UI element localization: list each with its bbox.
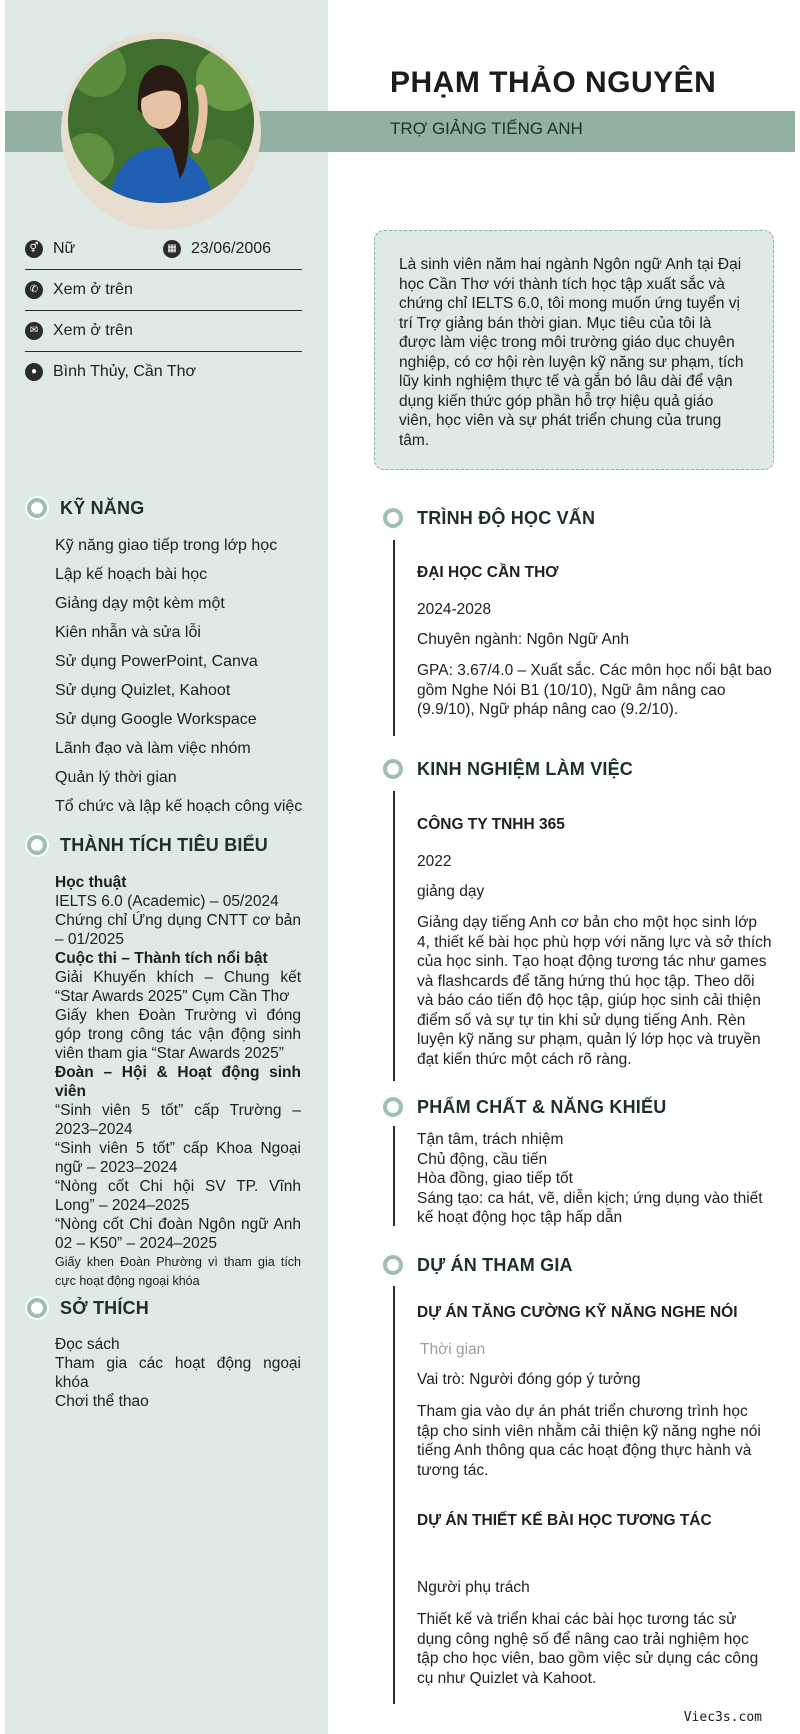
- education-title: TRÌNH ĐỘ HỌC VẤN: [417, 508, 596, 528]
- list-item: Kiên nhẫn và sửa lỗi: [55, 624, 201, 641]
- list-item: Tham gia các hoạt động ngoại khóa: [55, 1355, 301, 1391]
- hobbies-list: [55, 1335, 301, 1411]
- timeline-line: [393, 791, 395, 1081]
- divider: [25, 351, 302, 352]
- location-pin-icon: ●: [25, 363, 43, 381]
- bell-icon: [381, 1095, 405, 1119]
- list-item: Lập kế hoạch bài học: [55, 566, 208, 583]
- list-item: Tổ chức và lập kế hoạch công việc: [55, 798, 303, 815]
- list-item: Chơi thể thao: [55, 1393, 149, 1410]
- candidate-name: PHẠM THẢO NGUYÊN: [390, 66, 717, 99]
- list-item: Tận tâm, trách nhiệm: [417, 1131, 564, 1148]
- timeline-line: [393, 1126, 395, 1226]
- company-name: CÔNG TY TNHH 365: [417, 816, 565, 833]
- email-row: [25, 322, 133, 340]
- skills-list: [55, 531, 302, 821]
- gender-value: Nữ: [53, 240, 76, 258]
- list-item: Chứng chỉ Ứng dụng CNTT cơ bản – 01/2025: [55, 912, 301, 948]
- school-name: ĐẠI HỌC CẦN THƠ: [417, 564, 559, 581]
- summary-box: [374, 230, 774, 470]
- experience-position: giảng dạy: [417, 883, 485, 900]
- gender-icon: ⚥: [25, 240, 43, 258]
- phone-icon: ✆: [25, 281, 43, 299]
- list-item: Giải Khuyến khích – Chung kết “Star Awards 2025” Cụm Cần Thơ: [55, 969, 301, 1005]
- list-item: “Nòng cốt Chi hội SV TP. Vĩnh Long” – 2024–2025: [55, 1178, 301, 1214]
- heart-icon: [25, 1296, 49, 1320]
- graduation-cap-icon: [381, 506, 405, 530]
- avatar: [68, 39, 254, 203]
- achievement-heading: Đoàn – Hội & Hoạt động sinh viên: [55, 1064, 301, 1100]
- gender-row: [25, 240, 75, 258]
- phone-row: [25, 281, 133, 299]
- phone-value: Xem ở trên: [53, 281, 133, 299]
- list-item: Quản lý thời gian: [55, 769, 177, 786]
- hobbies-title: SỞ THÍCH: [60, 1298, 149, 1318]
- email-value: Xem ở trên: [53, 322, 133, 340]
- sidebar: [5, 0, 328, 1734]
- watermark: Viec3s.com: [683, 1710, 762, 1725]
- list-item: Hòa đồng, giao tiếp tốt: [417, 1170, 573, 1187]
- calendar-icon: ▦: [163, 240, 181, 258]
- summary-text: Là sinh viên năm hai ngành Ngôn ngữ Anh tại Đại học Cần Thơ với thành tích học tập xuất sắc và chứng chỉ IELTS 6.0, tôi mong muốn ứng tuyển vị trí Trợ giảng bán thời gian. Mục tiêu của tôi là được làm việc trong môi trường giáo dục chuyên nghiệp, có cơ hội rèn luyện kỹ năng sư phạm, tích lũy kinh nghiệm thực tế và gắn bó lâu dài để vận dụng kiến thức góp phần hỗ trợ hiệu quả giáo viên, học viên và sự phát triển chung của trung tâm.: [399, 256, 744, 449]
- candidate-role: TRỢ GIẢNG TIẾNG ANH: [390, 119, 583, 138]
- list-item: “Sinh viên 5 tốt” cấp Trường – 2023–2024: [55, 1102, 301, 1138]
- experience-description: Giảng dạy tiếng Anh cơ bản cho một học sinh lớp 4, thiết kế bài học phù hợp với năng lực và sở thích của học sinh. Tạo hoạt động tương tác như games và flashcards để tăng hứng thú học tập. Theo dõi và báo cáo tiến độ học tập, giúp học sinh cải thiện điểm số và sự tự tin khi sử dụng tiếng Anh. Rèn luyện kỹ năng sư phạm, quản lý lớp học và truyền đạt kiến thức một cách rõ ràng.: [417, 914, 772, 1068]
- divider: [25, 310, 302, 311]
- divider: [25, 269, 302, 270]
- list-item: Sáng tạo: ca hát, vẽ, diễn kịch; ứng dụng vào thiết kế hoạt động học tập hấp dẫn: [417, 1189, 763, 1226]
- education-period: 2024-2028: [417, 601, 492, 618]
- project-time: Thời gian: [420, 1341, 486, 1358]
- experience-year: 2022: [417, 853, 452, 870]
- project-role: Vai trò: Người đóng góp ý tưởng: [417, 1371, 641, 1388]
- list-item: Sử dụng Quizlet, Kahoot: [55, 682, 231, 699]
- timeline-line: [393, 1286, 395, 1704]
- timeline-line: [393, 540, 395, 736]
- qualities-list: [417, 1130, 772, 1228]
- education-gpa: GPA: 3.67/4.0 – Xuất sắc. Các môn học nổi bật bao gồm Nghe Nói B1 (10/10), Ngữ âm nâng cao (9.9/10), Ngữ pháp nâng cao (9.2/10).: [417, 662, 772, 718]
- list-item: Lãnh đạo và làm việc nhóm: [55, 740, 251, 757]
- list-item: Sử dụng PowerPoint, Canva: [55, 653, 258, 670]
- address-row: [25, 363, 196, 381]
- birthday-value: 23/06/2006: [191, 240, 272, 258]
- briefcase-icon: [381, 757, 405, 781]
- list-item: IELTS 6.0 (Academic) – 05/2024: [55, 893, 279, 910]
- achievement-heading: Cuộc thi – Thành tích nổi bật: [55, 950, 268, 967]
- folder-icon: [381, 1253, 405, 1277]
- list-item: Đọc sách: [55, 1336, 120, 1353]
- project-title: DỰ ÁN TĂNG CƯỜNG KỸ NĂNG NGHE NÓI: [417, 1304, 738, 1321]
- trophy-icon: [25, 833, 49, 857]
- list-item: “Nòng cốt Chi đoàn Ngôn ngữ Anh 02 – K50” – 2024–2025: [55, 1216, 301, 1252]
- email-icon: ✉: [25, 322, 43, 340]
- project-title: DỰ ÁN THIẾT KẾ BÀI HỌC TƯƠNG TÁC: [417, 1512, 712, 1529]
- projects-title: DỰ ÁN THAM GIA: [417, 1255, 573, 1275]
- qualities-title: PHẨM CHẤT & NĂNG KHIẾU: [417, 1097, 667, 1117]
- list-item: Chủ động, cầu tiến: [417, 1150, 548, 1168]
- achievements-title: THÀNH TÍCH TIÊU BIỂU: [60, 835, 268, 855]
- list-item: Giấy khen Đoàn Phường vì tham gia tích cực hoạt động ngoại khóa: [55, 1255, 301, 1288]
- project-role: Người phụ trách: [417, 1579, 530, 1596]
- project-description: Thiết kế và triển khai các bài học tương tác sử dụng công nghệ số để nâng cao trải nghiệm học tập cho học viên, bao gồm việc sử dụng các công cụ như Quizlet và Kahoot.: [417, 1611, 759, 1687]
- address-value: Bình Thủy, Cần Thơ: [53, 363, 197, 381]
- achievement-heading: Học thuật: [55, 874, 127, 891]
- experience-title: KINH NGHIỆM LÀM VIỆC: [417, 759, 634, 779]
- list-item: Giảng dạy một kèm một: [55, 595, 225, 612]
- list-item: Giấy khen Đoàn Trường vì đóng góp trong công tác vận động sinh viên tham gia “Star Awards 2025”: [55, 1007, 301, 1062]
- list-item: Kỹ năng giao tiếp trong lớp học: [55, 537, 278, 554]
- project-description: Tham gia vào dự án phát triển chương trình học tập cho sinh viên nhằm cải thiện kỹ năng nghe nói tiếng Anh thông qua các hoạt động thực hành và tương tác.: [417, 1403, 761, 1479]
- list-item: Sử dụng Google Workspace: [55, 711, 257, 728]
- education-major: Chuyên ngành: Ngôn Ngữ Anh: [417, 631, 630, 648]
- achievements-list: [55, 873, 301, 1291]
- list-item: “Sinh viên 5 tốt” cấp Khoa Ngoại ngữ – 2023–2024: [55, 1140, 301, 1176]
- skills-title: KỸ NĂNG: [60, 498, 145, 518]
- birthday-row: [163, 240, 271, 258]
- skills-icon: [25, 496, 49, 520]
